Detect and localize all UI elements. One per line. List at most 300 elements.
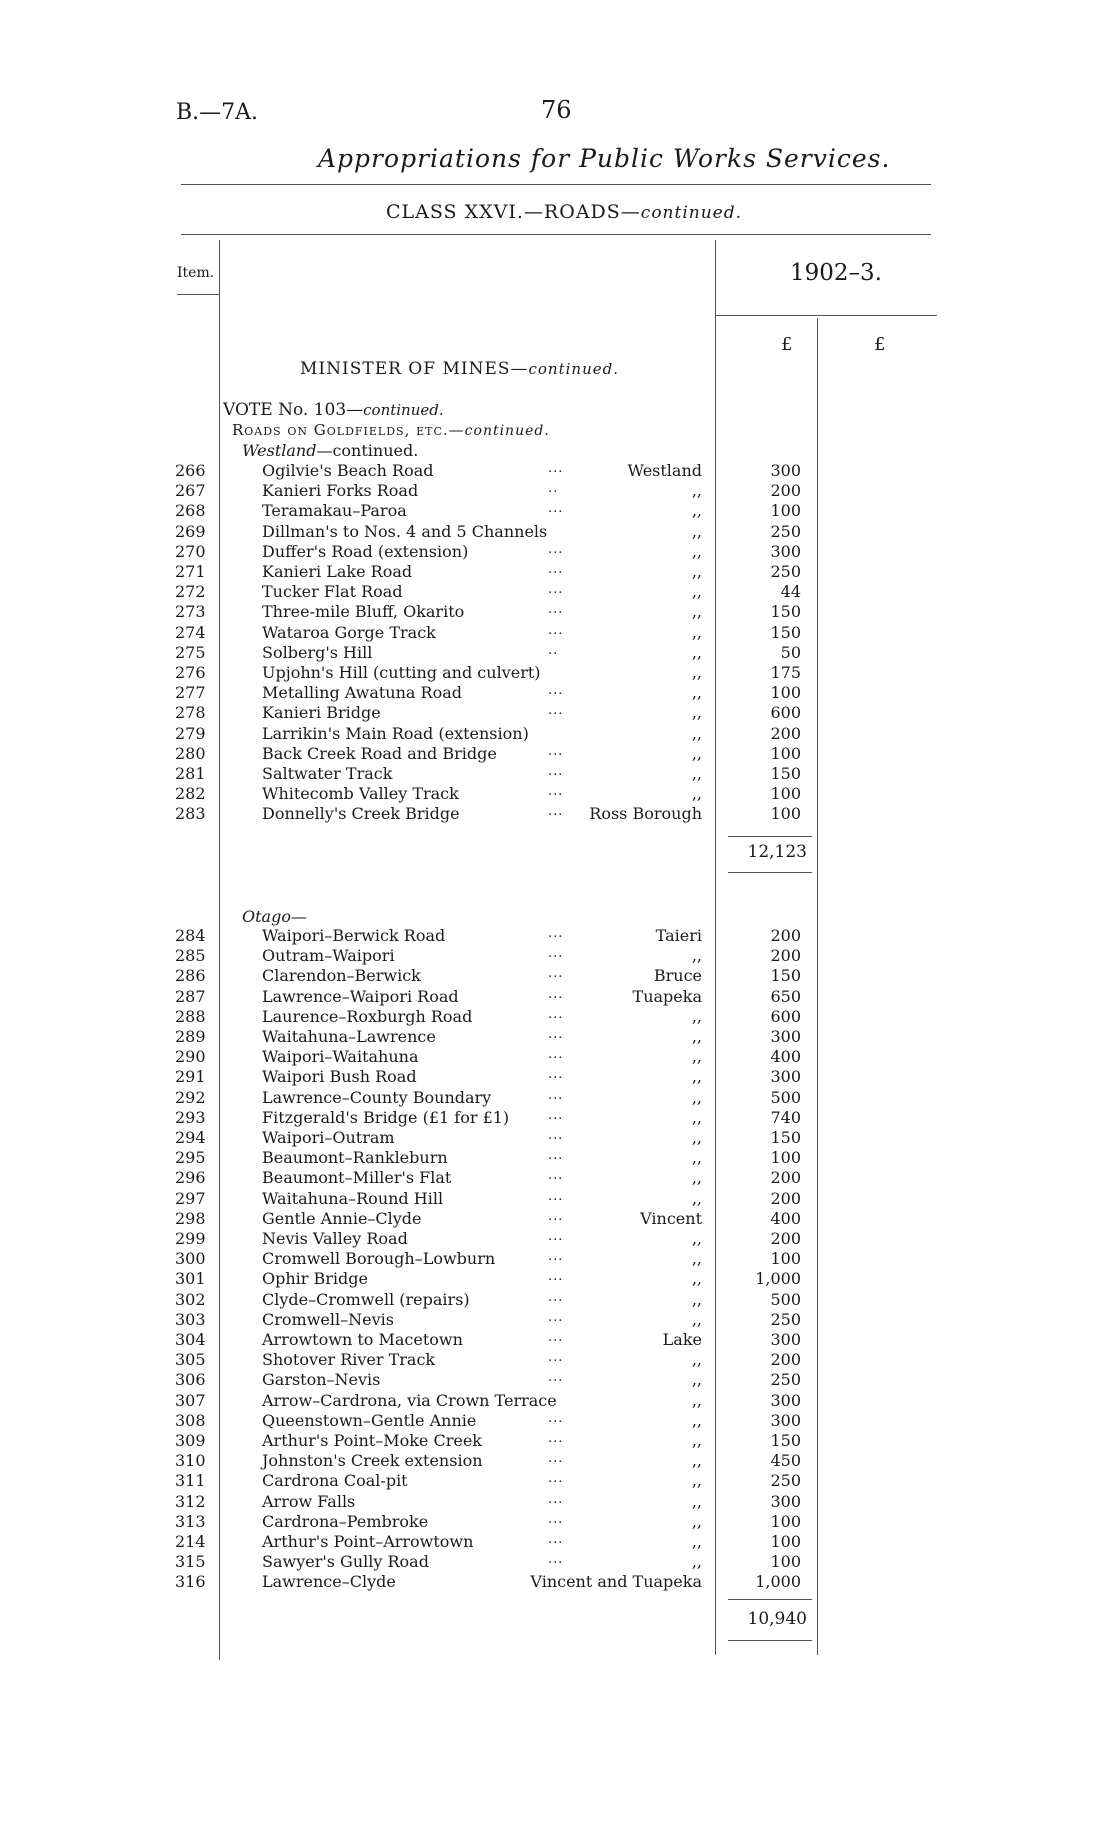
leader-dots: ...: [548, 501, 564, 517]
table-row: [0, 1350, 1114, 1370]
item-amount: 200: [770, 1168, 801, 1188]
item-name: Cardrona Coal-pit: [262, 1471, 408, 1491]
item-district: Bruce: [653, 966, 702, 986]
leader-dots: ...: [548, 743, 564, 759]
item-number: 285: [175, 946, 206, 966]
item-name: Waipori Bush Road: [262, 1067, 417, 1087]
class-heading: [386, 201, 742, 223]
leader-dots: ...: [548, 1128, 564, 1143]
item-name: Fitzgerald's Bridge (£1 for £1): [262, 1107, 510, 1127]
leader-dots: ..: [548, 481, 559, 497]
item-amount: 150: [770, 966, 801, 986]
item-district: ,,: [691, 663, 702, 682]
column-header-item: Item.: [177, 265, 215, 281]
leader-dots: ...: [548, 1006, 564, 1022]
item-number: 283: [175, 804, 206, 824]
item-name: Waipori–Waitahuna: [262, 1047, 419, 1067]
item-name: Waipori–Outram: [262, 1128, 395, 1147]
item-name: Clarendon–Berwick: [262, 966, 421, 986]
leader-dots: ...: [548, 562, 564, 577]
leader-dots: ...: [548, 1168, 564, 1184]
item-number: 316: [175, 1572, 206, 1592]
item-district: ,,: [691, 1087, 702, 1107]
leader-dots: ...: [548, 966, 564, 982]
item-number: 273: [175, 602, 206, 622]
item-district: ,,: [691, 1067, 702, 1087]
table-row: [0, 1492, 1114, 1512]
item-district: Vincent and Tuapeka: [530, 1572, 702, 1592]
item-district: ,,: [691, 1289, 702, 1309]
item-amount: 300: [770, 461, 801, 480]
item-district: ,,: [691, 1229, 702, 1248]
item-district: ,,: [691, 1027, 702, 1046]
table-row: [0, 1249, 1114, 1269]
item-number: 271: [175, 562, 206, 581]
leader-dots: ...: [548, 1087, 564, 1103]
item-name: Solberg's Hill: [262, 642, 373, 662]
item-name: Arthur's Point–Arrowtown: [262, 1532, 474, 1551]
item-amount: 650: [770, 986, 801, 1006]
table-row: [0, 1310, 1114, 1330]
item-number: 276: [175, 663, 206, 682]
item-amount: 150: [770, 622, 801, 642]
item-name: Back Creek Road and Bridge: [262, 743, 497, 763]
leader-dots: ...: [548, 804, 564, 820]
item-district: ,,: [691, 1350, 702, 1370]
vote-heading-text: VOTE No. 103—: [223, 400, 364, 420]
class-heading-text: CLASS XXVI.—ROADS—: [386, 201, 641, 223]
table-row: [0, 582, 1114, 602]
item-district: ,,: [691, 1269, 702, 1289]
item-number: 304: [175, 1330, 206, 1349]
item-number: 305: [175, 1350, 206, 1370]
item-name: Donnelly's Creek Bridge: [262, 804, 460, 824]
item-number: 272: [175, 582, 206, 602]
item-district: ,,: [691, 1471, 702, 1491]
item-district: ,,: [691, 1168, 702, 1188]
item-district: ,,: [691, 1431, 702, 1450]
item-amount: 100: [770, 683, 801, 703]
item-amount: 250: [770, 562, 801, 581]
table-row: [0, 946, 1114, 966]
leader-dots: ...: [548, 1229, 564, 1244]
pound-sign-col1: £: [781, 334, 793, 355]
item-number: 277: [175, 683, 206, 703]
item-number: 268: [175, 501, 206, 521]
table-row: [0, 623, 1114, 643]
item-name: Nevis Valley Road: [262, 1229, 408, 1248]
leader-dots: ...: [548, 1047, 564, 1063]
leader-dots: ...: [548, 1552, 564, 1568]
item-amount: 100: [770, 1552, 801, 1572]
table-row: [0, 1431, 1114, 1451]
leader-dots: ...: [548, 1289, 564, 1305]
item-number: 280: [175, 743, 206, 763]
item-amount: 450: [770, 1451, 801, 1471]
page-title: Appropriations for Public Works Services.: [318, 144, 891, 173]
title-rule: [181, 184, 931, 185]
item-name: Kanieri Bridge: [262, 703, 381, 723]
item-name: Garston–Nevis: [262, 1370, 381, 1390]
item-amount: 100: [770, 1249, 801, 1269]
item-name: Ogilvie's Beach Road: [262, 461, 434, 480]
item-amount: 100: [770, 1532, 801, 1551]
item-name: Upjohn's Hill (cutting and culvert): [262, 663, 541, 682]
table-row: [0, 987, 1114, 1007]
item-amount: 50: [780, 642, 801, 662]
column-header-year: 1902–3.: [790, 260, 882, 286]
table-row: [0, 744, 1114, 764]
leader-dots: ...: [548, 541, 564, 557]
table-row: [0, 1411, 1114, 1431]
item-name: Laurence–Roxburgh Road: [262, 1006, 473, 1026]
item-amount: 200: [770, 1350, 801, 1370]
leader-dots: ...: [548, 1532, 564, 1547]
item-name: Cromwell Borough–Lowburn: [262, 1249, 496, 1269]
item-amount: 250: [770, 521, 801, 541]
table-row: [0, 1471, 1114, 1491]
otago-total-top-rule: [728, 1599, 812, 1600]
table-row: [0, 1067, 1114, 1087]
table-row: [0, 804, 1114, 824]
item-amount: 400: [770, 1047, 801, 1067]
leader-dots: ...: [548, 582, 564, 598]
item-district: Lake: [662, 1330, 702, 1349]
item-district: ,,: [691, 1249, 702, 1269]
item-amount: 300: [770, 1491, 801, 1511]
item-name: Ophir Bridge: [262, 1269, 368, 1289]
item-amount: 400: [770, 1208, 801, 1228]
item-district: ,,: [691, 1188, 702, 1208]
item-district: ,,: [691, 1128, 702, 1147]
item-amount: 500: [770, 1289, 801, 1309]
leader-dots: ...: [548, 1208, 564, 1224]
leader-dots: ...: [548, 1330, 564, 1345]
item-district: ,,: [691, 703, 702, 723]
item-district: ,,: [691, 946, 702, 966]
item-name: Three-mile Bluff, Okarito: [262, 602, 465, 622]
item-district: ,,: [691, 622, 702, 642]
item-number: 290: [175, 1047, 206, 1067]
item-number: 214: [175, 1532, 206, 1551]
item-amount: 300: [770, 1410, 801, 1430]
item-district: ,,: [691, 723, 702, 743]
class-heading-continued: continued.: [640, 203, 743, 223]
item-amount: 175: [770, 663, 801, 682]
item-name: Waipori–Berwick Road: [262, 926, 446, 945]
item-district: Vincent: [640, 1208, 702, 1228]
leader-dots: ...: [548, 1027, 564, 1042]
item-name: Tucker Flat Road: [262, 582, 403, 602]
item-district: ,,: [691, 521, 702, 541]
table-row: [0, 1330, 1114, 1350]
item-district: ,,: [691, 764, 702, 783]
item-amount: 200: [770, 481, 801, 501]
item-district: ,,: [691, 1552, 702, 1572]
item-district: Westland: [627, 461, 702, 480]
table-row: [0, 926, 1114, 946]
item-amount: 100: [770, 804, 801, 824]
table-row: [0, 683, 1114, 703]
page-number: 76: [541, 96, 572, 124]
item-number: 267: [175, 481, 206, 501]
item-district: ,,: [691, 1006, 702, 1026]
leader-dots: ...: [548, 683, 564, 699]
leader-dots: ...: [548, 1067, 564, 1083]
item-number: 308: [175, 1410, 206, 1430]
item-name: Beaumont–Miller's Flat: [262, 1168, 452, 1188]
item-name: Queenstown–Gentle Annie: [262, 1410, 477, 1430]
table-row: [0, 1532, 1114, 1552]
item-number: 301: [175, 1269, 206, 1289]
item-number: 296: [175, 1168, 206, 1188]
item-district: Tuapeka: [632, 986, 702, 1006]
item-name: Kanieri Lake Road: [262, 562, 413, 581]
item-number: 282: [175, 784, 206, 804]
item-number: 312: [175, 1491, 206, 1511]
item-amount: 100: [770, 743, 801, 763]
item-district: ,,: [691, 1390, 702, 1410]
leader-dots: ...: [548, 1148, 564, 1164]
item-amount: 200: [770, 723, 801, 743]
otago-total: 10,940: [747, 1609, 807, 1629]
vote-heading: [223, 400, 444, 420]
leader-dots: ...: [548, 1451, 564, 1467]
item-district: ,,: [691, 1107, 702, 1127]
leader-dots: ...: [548, 1491, 564, 1507]
vote-heading-continued: continued.: [363, 401, 444, 419]
item-name: Lawrence–Clyde: [262, 1572, 396, 1592]
leader-dots: ...: [548, 1471, 564, 1487]
leader-dots: ...: [548, 1309, 564, 1325]
table-row: [0, 562, 1114, 582]
leader-dots: ...: [548, 1511, 564, 1527]
item-amount: 200: [770, 946, 801, 966]
table-row: [0, 1047, 1114, 1067]
table-row: [0, 1007, 1114, 1027]
table-row: [0, 764, 1114, 784]
item-name: Cromwell–Nevis: [262, 1309, 394, 1329]
item-district: ,,: [691, 1370, 702, 1390]
table-row: [0, 1290, 1114, 1310]
item-district: ,,: [691, 501, 702, 521]
item-number: 306: [175, 1370, 206, 1390]
item-district: ,,: [691, 562, 702, 581]
item-district: ,,: [691, 541, 702, 561]
item-amount: 250: [770, 1309, 801, 1329]
item-district: ,,: [691, 1410, 702, 1430]
item-district: ,,: [691, 582, 702, 602]
item-number: 309: [175, 1431, 206, 1450]
item-name: Metalling Awatuna Road: [262, 683, 462, 703]
item-number: 289: [175, 1027, 206, 1046]
table-row: [0, 542, 1114, 562]
document-reference: B.—7A.: [176, 100, 259, 125]
table-row: [0, 1391, 1114, 1411]
leader-dots: ...: [548, 946, 564, 962]
item-district: ,,: [691, 1451, 702, 1471]
item-amount: 250: [770, 1471, 801, 1491]
item-name: Beaumont–Rankleburn: [262, 1148, 448, 1168]
item-amount: 200: [770, 1229, 801, 1248]
item-number: 288: [175, 1006, 206, 1026]
westland-total-top-rule: [728, 836, 812, 837]
westland-heading: [242, 441, 418, 460]
table-row: [0, 966, 1114, 986]
otago-total-bottom-rule: [728, 1640, 812, 1641]
item-number: 293: [175, 1107, 206, 1127]
item-number: 295: [175, 1148, 206, 1168]
item-name: Outram–Waipori: [262, 946, 395, 966]
table-row: [0, 1168, 1114, 1188]
item-name: Lawrence–County Boundary: [262, 1087, 492, 1107]
item-name: Wataroa Gorge Track: [262, 622, 436, 642]
item-amount: 100: [770, 784, 801, 804]
westland-total-bottom-rule: [728, 872, 812, 873]
item-number: 275: [175, 642, 206, 662]
item-number: 292: [175, 1087, 206, 1107]
item-number: 299: [175, 1229, 206, 1248]
leader-dots: ...: [548, 461, 564, 476]
item-amount: 200: [770, 1188, 801, 1208]
table-row: [0, 643, 1114, 663]
item-amount: 44: [780, 582, 801, 602]
item-amount: 100: [770, 501, 801, 521]
table-row: [0, 1370, 1114, 1390]
table-row: [0, 461, 1114, 481]
roads-heading-continued: continued.: [464, 423, 550, 439]
item-name: Gentle Annie–Clyde: [262, 1208, 422, 1228]
table-row: [0, 481, 1114, 501]
table-row: [0, 1451, 1114, 1471]
item-number: 278: [175, 703, 206, 723]
item-number: 298: [175, 1208, 206, 1228]
pound-sign-col2: £: [874, 334, 886, 355]
leader-dots: ..: [548, 642, 559, 658]
leader-dots: ...: [548, 926, 564, 941]
item-district: Taieri: [655, 926, 702, 945]
item-number: 269: [175, 521, 206, 541]
item-amount: 1,000: [755, 1269, 801, 1289]
leader-dots: ...: [548, 1269, 564, 1285]
table-row: [0, 1209, 1114, 1229]
item-district: ,,: [691, 642, 702, 662]
table-row: [0, 1088, 1114, 1108]
item-district: ,,: [691, 1491, 702, 1511]
item-amount: 600: [770, 703, 801, 723]
table-row: [0, 663, 1114, 683]
westland-total: 12,123: [747, 842, 807, 862]
item-name: Arrow Falls: [262, 1491, 356, 1511]
item-amount: 300: [770, 1330, 801, 1349]
item-district: ,,: [691, 1309, 702, 1329]
item-amount: 300: [770, 1067, 801, 1087]
item-name: Cardrona–Pembroke: [262, 1511, 429, 1531]
item-amount: 100: [770, 1511, 801, 1531]
table-row: [0, 1552, 1114, 1572]
roads-heading: [232, 421, 550, 439]
table-row: [0, 1027, 1114, 1047]
item-number: 274: [175, 622, 206, 642]
leader-dots: ...: [548, 1107, 564, 1123]
item-number: 281: [175, 764, 206, 783]
item-name: Clyde–Cromwell (repairs): [262, 1289, 470, 1309]
item-name: Arrow–Cardrona, via Crown Terrace: [262, 1390, 557, 1410]
item-number: 279: [175, 723, 206, 743]
item-name: Waitahuna–Lawrence: [262, 1027, 436, 1046]
westland-heading-continued: —continued.: [316, 441, 419, 460]
item-name: Arthur's Point–Moke Creek: [262, 1431, 482, 1450]
table-row: [0, 1572, 1114, 1592]
leader-dots: ...: [548, 1370, 564, 1386]
item-district: ,,: [691, 1148, 702, 1168]
table-row: [0, 1128, 1114, 1148]
item-amount: 200: [770, 926, 801, 945]
item-name: Arrowtown to Macetown: [262, 1330, 463, 1349]
leader-dots: ...: [548, 703, 564, 719]
item-name: Sawyer's Gully Road: [262, 1552, 429, 1572]
item-number: 310: [175, 1451, 206, 1471]
item-name: Shotover River Track: [262, 1350, 436, 1370]
item-district: ,,: [691, 1532, 702, 1551]
item-district: ,,: [691, 683, 702, 703]
item-name: Lawrence–Waipori Road: [262, 986, 459, 1006]
item-name: Johnston's Creek extension: [262, 1451, 483, 1471]
leader-dots: ...: [548, 1431, 564, 1446]
westland-heading-text: Westland: [242, 441, 317, 460]
item-amount: 600: [770, 1006, 801, 1026]
item-amount: 250: [770, 1370, 801, 1390]
table-row: [0, 602, 1114, 622]
item-name: Teramakau–Paroa: [262, 501, 407, 521]
item-number: 302: [175, 1289, 206, 1309]
leader-dots: ...: [548, 986, 564, 1002]
item-number: 291: [175, 1067, 206, 1087]
leader-dots: ...: [548, 1249, 564, 1265]
item-district: ,,: [691, 743, 702, 763]
roads-heading-text: Roads on Goldfields, etc.—: [232, 421, 465, 439]
leader-dots: ...: [548, 622, 564, 638]
item-name: Saltwater Track: [262, 764, 393, 783]
item-name: Dillman's to Nos. 4 and 5 Channels: [262, 521, 548, 541]
leader-dots: ...: [548, 602, 564, 618]
item-number: 313: [175, 1511, 206, 1531]
item-name: Larrikin's Main Road (extension): [262, 723, 529, 743]
item-district: ,,: [691, 1511, 702, 1531]
otago-heading: Otago—: [242, 907, 307, 926]
item-amount: 1,000: [755, 1572, 801, 1592]
item-district: ,,: [691, 784, 702, 804]
item-district: ,,: [691, 481, 702, 501]
item-amount: 300: [770, 1390, 801, 1410]
leader-dots: ...: [548, 1188, 564, 1204]
item-amount: 100: [770, 1148, 801, 1168]
minister-heading-text: MINISTER OF MINES—: [300, 359, 529, 379]
item-name: Kanieri Forks Road: [262, 481, 419, 501]
item-amount: 740: [770, 1107, 801, 1127]
item-number: 294: [175, 1128, 206, 1147]
item-number: 286: [175, 966, 206, 986]
year-header-rule: [715, 315, 937, 316]
table-row: [0, 1148, 1114, 1168]
table-row: [0, 1108, 1114, 1128]
item-name: Duffer's Road (extension): [262, 541, 469, 561]
item-amount: 300: [770, 1027, 801, 1046]
minister-heading-continued: continued.: [528, 360, 619, 378]
item-number: 303: [175, 1309, 206, 1329]
table-top-rule: [181, 234, 931, 235]
leader-dots: ...: [548, 1350, 564, 1366]
